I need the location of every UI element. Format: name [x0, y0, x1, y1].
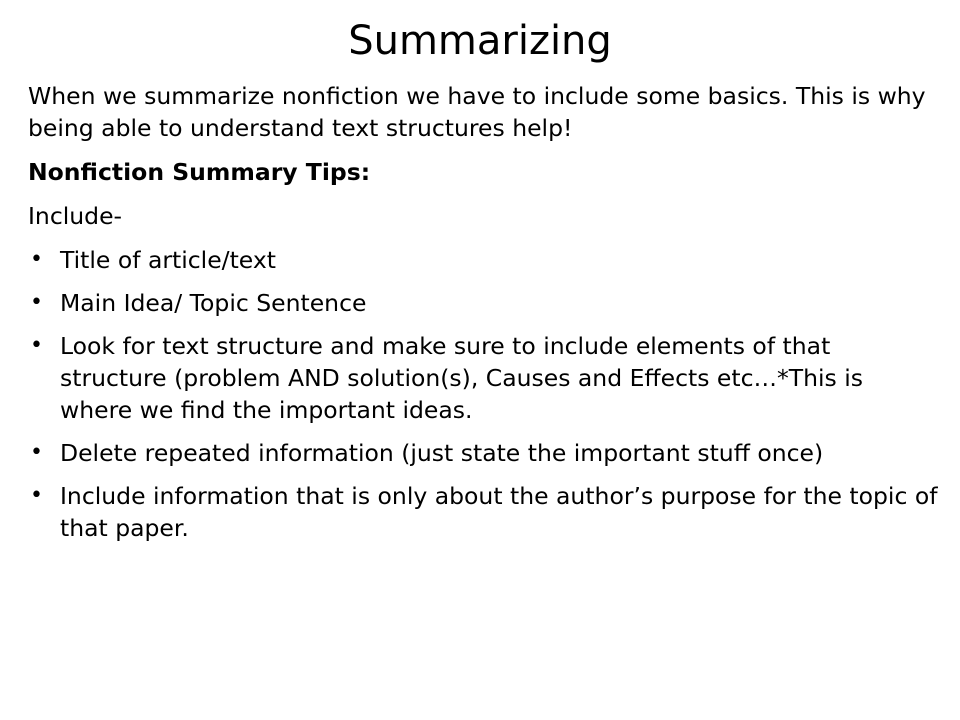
list-item — [28, 480, 940, 544]
tips-heading: Nonfiction Summary Tips: — [28, 158, 371, 186]
list-item-text: Title of article/text — [60, 246, 276, 274]
slide-body — [28, 80, 940, 555]
include-label: Include- — [28, 202, 123, 230]
list-item-text: Main Idea/ Topic Sentence — [60, 289, 367, 317]
list-item — [28, 287, 940, 319]
list-item — [28, 330, 940, 426]
list-item-text: Delete repeated information (just state the important stuff once) — [60, 439, 824, 467]
list-item — [28, 437, 940, 469]
bullet-icon: • — [30, 290, 43, 315]
slide-title: Summarizing — [348, 18, 612, 64]
list-item — [28, 244, 940, 276]
bullet-icon: • — [30, 440, 43, 465]
bullet-icon: • — [30, 247, 43, 272]
list-item-text: Include information that is only about the author’s purpose for the topic of that paper. — [60, 482, 938, 542]
list-item-text: Look for text structure and make sure to include elements of that structure (problem AND solution(s), Causes and Effects etc…*This is where we find the important ideas. — [60, 332, 864, 424]
tips-list — [28, 244, 940, 544]
bullet-icon: • — [30, 483, 43, 508]
bullet-icon: • — [30, 333, 43, 358]
intro-paragraph: When we summarize nonfiction we have to include some basics. This is why being able to understand text structures help! — [28, 82, 926, 142]
